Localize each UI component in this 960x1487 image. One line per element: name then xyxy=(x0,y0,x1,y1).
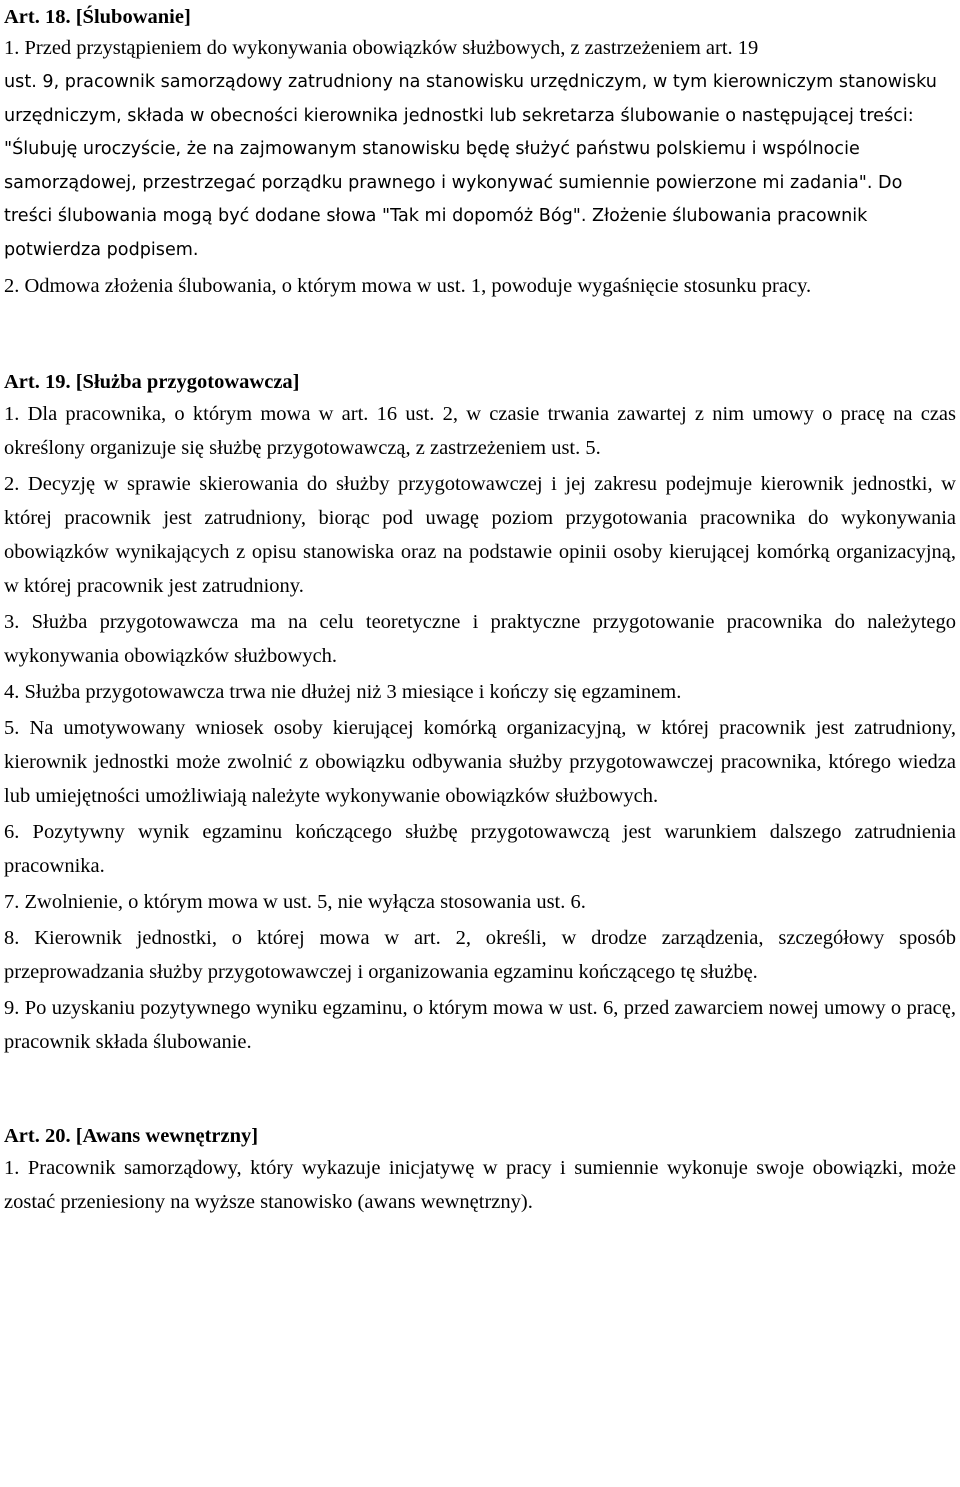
article-19-paragraph-7: 7. Zwolnienie, o którym mowa w ust. 5, nie wyłącza stosowania ust. 6. xyxy=(4,891,586,913)
article-19-paragraph-6: 6. Pozytywny wynik egzaminu kończącego służbę przygotowawczą jest warunkiem dalszego zatrudnienia pracownika. xyxy=(4,821,956,877)
article-18-title: Art. 18. [Ślubowanie] xyxy=(4,6,191,28)
article-19-paragraph-1: 1. Dla pracownika, o którym mowa w art. 16 ust. 2, w czasie trwania zawartej z nim umowy o pracę na czas określony organizuje się służbę przygotowawczą, z zastrzeżeniem ust. 5. xyxy=(4,403,956,459)
article-20-title: Art. 20. [Awans wewnętrzny] xyxy=(4,1125,259,1147)
section-spacer xyxy=(4,1059,956,1121)
article-18-paragraph-2: 2. Odmowa złożenia ślubowania, o którym mowa w ust. 1, powoduje wygaśnięcie stosunku pracy. xyxy=(4,275,812,297)
section-spacer xyxy=(4,303,956,367)
article-19-paragraph-4: 4. Służba przygotowawcza trwa nie dłużej niż 3 miesiące i kończy się egzaminem. xyxy=(4,681,682,703)
document-page xyxy=(4,2,956,1219)
article-20-paragraph-1: 1. Pracownik samorządowy, który wykazuje inicjatywę w pracy i sumiennie wykonuje swoje obowiązki, może zostać przeniesiony na wyższe stanowisko (awans wewnętrzny). xyxy=(4,1157,956,1213)
article-19-paragraph-8: 8. Kierownik jednostki, o której mowa w art. 2, określi, w drodze zarządzenia, szczegółowy sposób przeprowadzania służby przygotowawczej i organizowania egzaminu kończącego tę służbę. xyxy=(4,927,956,983)
article-19-paragraph-3: 3. Służba przygotowawcza ma na celu teoretyczne i praktyczne przygotowanie pracownika do należytego wykonywania obowiązków służbowych. xyxy=(4,611,956,667)
article-19 xyxy=(4,367,956,1059)
article-19-paragraph-5: 5. Na umotywowany wniosek osoby kierującej komórką organizacyjną, w której pracownik jest zatrudniony, kierownik jednostki może zwolnić z obowiązku odbywania służby przygotowawczej pracownika, którego wiedza lub umiejętności umożliwiają należyte wykonywanie obowiązków służbowych. xyxy=(4,717,956,807)
article-18-paragraph-1-line-1: 1. Przed przystąpieniem do wykonywania obowiązków służbowych, z zastrzeżeniem art. 19 xyxy=(4,37,759,59)
article-18-paragraph-1: ust. 9, pracownik samorządowy zatrudniony na stanowisku urzędniczym, w tym kierowniczym stanowisku urzędniczym, składa w obecności kierownika jednostki lub sekretarza ślubowanie o następującej treści: "Ślubuję uroczyście, że na zajmowanym stanowisku będę służyć państwu polskiemu i wspólnocie samorządowej, przestrzegać porządku prawnego i wykonywać sumiennie powierzone mi zadania". Do treści ślubowania mogą być dodane słowa "Tak mi dopomóż Bóg". Złożenie ślubowania pracownik potwierdza podpisem. xyxy=(4,72,937,260)
article-19-paragraph-2: 2. Decyzję w sprawie skierowania do służby przygotowawczej i jej zakresu podejmuje kierownik jednostki, w której pracownik jest zatrudniony, biorąc pod uwagę poziom przygotowania pracownika do wykonywania obowiązków wynikających z opisu stanowiska oraz na podstawie opinii osoby kierującej komórką organizacyjną, w której pracownik jest zatrudniony. xyxy=(4,473,956,597)
article-18 xyxy=(4,2,956,303)
article-19-paragraph-9: 9. Po uzyskaniu pozytywnego wyniku egzaminu, o którym mowa w ust. 6, przed zawarciem nowej umowy o pracę, pracownik składa ślubowanie. xyxy=(4,997,956,1053)
article-20 xyxy=(4,1121,956,1219)
article-19-title: Art. 19. [Służba przygotowawcza] xyxy=(4,371,300,393)
